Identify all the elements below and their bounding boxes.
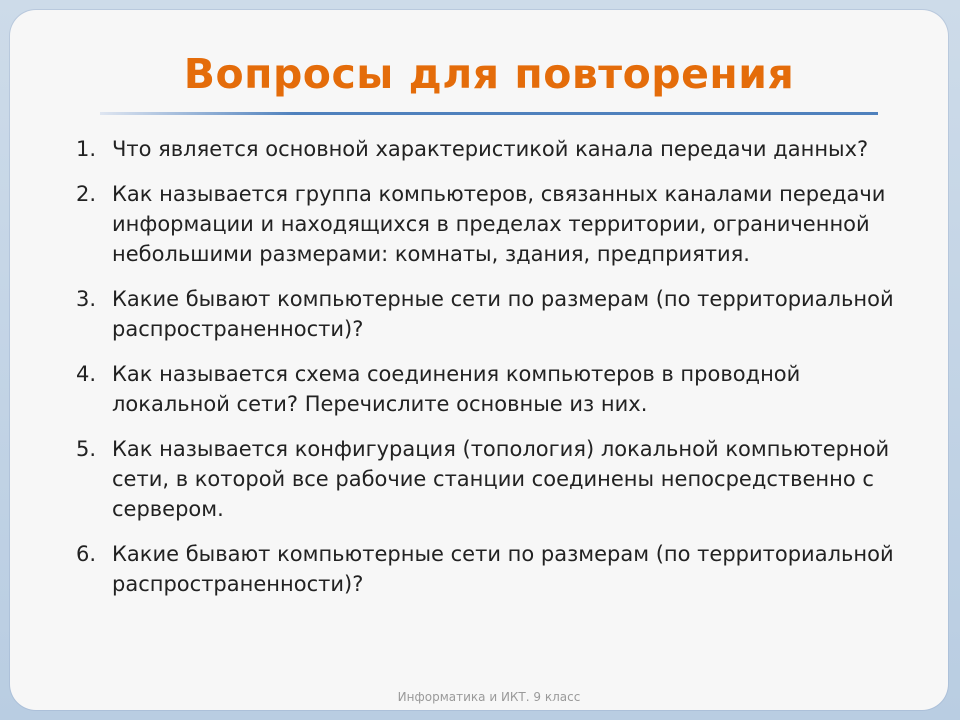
- question-number: 3.: [76, 287, 97, 311]
- question-item: [76, 434, 912, 524]
- question-item: [76, 134, 912, 164]
- question-text: Какие бывают компьютерные сети по размерам (по территориальной распространенности)?: [112, 287, 894, 341]
- question-item: [76, 539, 912, 599]
- slide-title: Вопросы для повторения: [183, 50, 795, 98]
- question-number: 4.: [76, 362, 97, 386]
- question-text: Какие бывают компьютерные сети по размерам (по территориальной распространенности)?: [112, 542, 894, 596]
- question-number: 6.: [76, 542, 97, 566]
- slide-footer: Информатика и ИКТ. 9 класс: [397, 690, 581, 704]
- question-item: [76, 284, 912, 344]
- question-number: 5.: [76, 437, 97, 461]
- question-number: 2.: [76, 182, 97, 206]
- question-item: [76, 179, 912, 269]
- question-text: Как называется схема соединения компьютеров в проводной локальной сети? Перечислите основные из них.: [112, 362, 801, 416]
- question-number: 1.: [76, 137, 97, 161]
- title-underline: [100, 112, 878, 115]
- question-text: Что является основной характеристикой канала передачи данных?: [112, 137, 869, 161]
- question-item: [76, 359, 912, 419]
- slide: [10, 10, 948, 710]
- questions-list: [76, 134, 912, 614]
- question-text: Как называется группа компьютеров, связанных каналами передачи информации и находящихся в пределах территории, ограниченной небольшими размерами: комнаты, здания, предприятия.: [112, 182, 886, 266]
- question-text: Как называется конфигурация (топология) локальной компьютерной сети, в которой все рабочие станции соединены непосредственно с сервером.: [112, 437, 890, 521]
